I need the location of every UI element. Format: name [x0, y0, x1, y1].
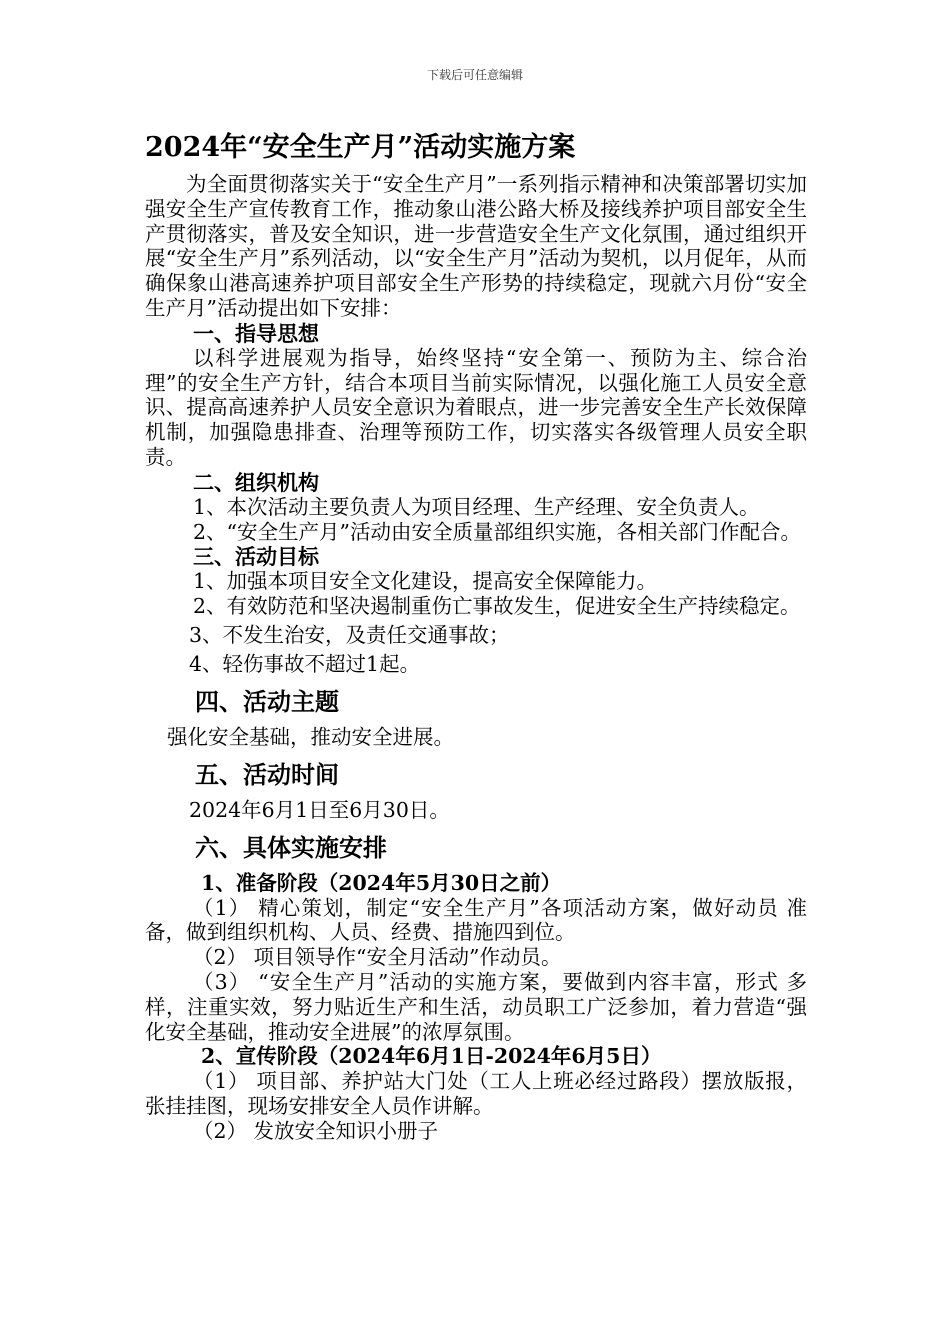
time-text: 2024年6月1日至6月30日。: [189, 797, 450, 822]
phase-heading-publicity: 2、宣传阶段（2024年6月1日-2024年6月5日）: [201, 1044, 662, 1069]
section-heading-goals: 三、活动目标: [193, 544, 319, 570]
document-title: 2024年“安全生产月”活动实施方案: [145, 132, 576, 163]
preparation-item-2: （2） 项目领导作“安全月活动”作动员。: [193, 945, 562, 970]
organization-item-2: 2、“安全生产月”活动由安全质量部组织实施，各相关部门作配合。: [193, 519, 802, 544]
preparation-item-1: （1） 精心策划，制定“安全生产月”各项活动方案，做好动员 准备，做到组织机构、人员、经费、措施四到位。: [145, 895, 807, 945]
phase-heading-preparation: 1、准备阶段（2024年5月30日之前）: [201, 870, 562, 895]
intro-paragraph: 为全面贯彻落实关于“安全生产月”一系列指示精神和决策部署切实加强安全生产宣传教育工作，推动象山港公路大桥及接线养护项目部安全生产贯彻落实，普及安全知识，进一步营造安全生产文化氛围，通过组织开展“安全生产月”系列活动，以“安全生产月”活动为契机，以月促年，从而确保象山港高速养护项目部安全生产形势的持续稳定，现就六月份“安全生产月”活动提出如下安排：: [145, 172, 807, 320]
preparation-item-3: （3） “安全生产月”活动的实施方案，要做到内容丰富，形式 多样，注重实效，努力贴近生产和生活，动员职工广泛参加，着力营造“强化安全基础，推动安全进展”的浓厚氛围。: [145, 969, 807, 1044]
section-heading-implementation: 六、具体实施安排: [195, 832, 387, 862]
publicity-item-2: （2） 发放安全知识小册子: [193, 1118, 439, 1143]
goal-item-2: 2、有效防范和坚决遏制重伤亡事故发生，促进安全生产持续稳定。: [193, 594, 801, 619]
section-heading-organization: 二、组织机构: [193, 469, 319, 495]
organization-item-1: 1、本次活动主要负责人为项目经理、生产经理、安全负责人。: [193, 494, 760, 519]
goal-item-3: 3、不发生治安，及责任交通事故；: [189, 622, 510, 647]
section-heading-theme: 四、活动主题: [195, 686, 339, 716]
goal-item-4: 4、轻伤事故不超过1起。: [189, 651, 421, 676]
guiding-thought-paragraph: 以科学进展观为指导，始终坚持“安全第一、预防为主、综合治理”的安全生产方针，结合本项目当前实际情况，以强化施工人员安全意识、提高高速养护人员安全意识为着眼点，进一步完善安全生产长效保障机制，加强隐患排查、治理等预防工作，切实落实各级管理人员安全职责。: [145, 345, 807, 469]
publicity-item-1: （1） 项目部、养护站大门处（工人上班必经过路段）摆放版报，张挂挂图，现场安排安全人员作讲解。: [145, 1069, 807, 1119]
goal-item-1: 1、加强本项目安全文化建设，提高安全保障能力。: [193, 569, 658, 594]
section-heading-time: 五、活动时间: [195, 759, 339, 789]
section-heading-guiding-thought: 一、指导思想: [193, 320, 319, 346]
theme-text: 强化安全基础，推动安全进展。: [167, 724, 454, 749]
document-body: [145, 128, 807, 1144]
page-header-note: 下载后可任意编辑: [426, 68, 523, 82]
